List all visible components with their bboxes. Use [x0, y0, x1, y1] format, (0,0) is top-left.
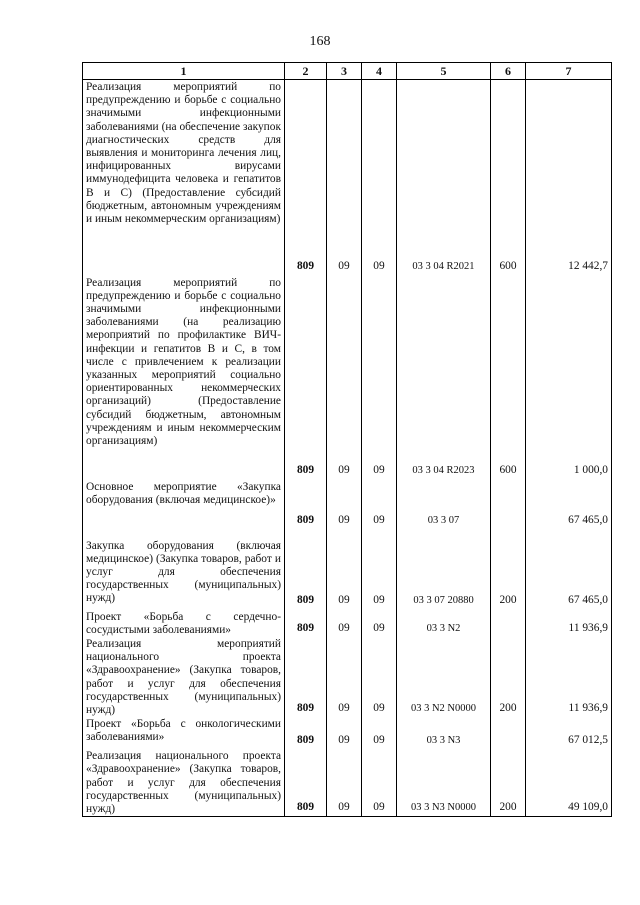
- row-amount: 67 012,5: [526, 717, 612, 749]
- row-admin: 809: [285, 610, 327, 637]
- column-header-admin: 2: [285, 63, 327, 80]
- row-name: Закупка оборудования (включая медицинское) (Закупка товаров, работ и услуг для обеспечения государственных (муниципальных) нужд): [83, 530, 285, 610]
- table-row: [83, 480, 612, 530]
- row-section: 09: [327, 610, 362, 637]
- row-subsection: 09: [362, 637, 397, 717]
- row-name: Реализация национального проекта «Здравоохранение» (Закупка товаров, работ и услуг для обеспечения государственных (муниципальных) нужд): [83, 749, 285, 817]
- row-name: Основное мероприятие «Закупка оборудования (включая медицинское)»: [83, 480, 285, 530]
- row-type: 200: [491, 749, 526, 817]
- row-admin: 809: [285, 717, 327, 749]
- column-header-subsection: 4: [362, 63, 397, 80]
- row-amount: 11 936,9: [526, 637, 612, 717]
- row-amount: 67 465,0: [526, 530, 612, 610]
- table-row: [83, 80, 612, 276]
- table-row: [83, 717, 612, 749]
- row-amount: 11 936,9: [526, 610, 612, 637]
- row-admin: 809: [285, 530, 327, 610]
- row-subsection: 09: [362, 610, 397, 637]
- row-target: 03 3 N3 N0000: [397, 749, 491, 817]
- row-target: 03 3 07: [397, 480, 491, 530]
- row-amount: 1 000,0: [526, 276, 612, 480]
- row-target: 03 3 N2: [397, 610, 491, 637]
- column-header-type: 6: [491, 63, 526, 80]
- row-admin: 809: [285, 480, 327, 530]
- row-admin: 809: [285, 80, 327, 276]
- row-name: Реализация мероприятий национального проекта «Здравоохранение» (Закупка товаров, работ и услуг для обеспечения государственных (муниципальных) нужд): [83, 637, 285, 717]
- table-row: [83, 530, 612, 610]
- table-header-row: [83, 63, 612, 80]
- row-subsection: 09: [362, 80, 397, 276]
- row-subsection: 09: [362, 480, 397, 530]
- row-target: 03 3 N3: [397, 717, 491, 749]
- row-section: 09: [327, 749, 362, 817]
- row-subsection: 09: [362, 749, 397, 817]
- row-amount: 67 465,0: [526, 480, 612, 530]
- table-row: [83, 610, 612, 637]
- row-type: 200: [491, 637, 526, 717]
- row-amount: 12 442,7: [526, 80, 612, 276]
- row-amount: 49 109,0: [526, 749, 612, 817]
- page-number: 168: [309, 34, 331, 49]
- row-type: 200: [491, 530, 526, 610]
- row-target: 03 3 04 R2021: [397, 80, 491, 276]
- row-type: [491, 717, 526, 749]
- row-type: [491, 610, 526, 637]
- row-type: 600: [491, 80, 526, 276]
- row-admin: 809: [285, 276, 327, 480]
- row-target: 03 3 N2 N0000: [397, 637, 491, 717]
- row-admin: 809: [285, 749, 327, 817]
- column-header-name: 1: [83, 63, 285, 80]
- row-target: 03 3 07 20880: [397, 530, 491, 610]
- row-name: Реализация мероприятий по предупреждению и борьбе с социально значимыми инфекционными заболеваниями (на реализацию мероприятий по профилактике ВИЧ-инфекции и гепатитов В и С, в том числе с привлечением к реализации указанных мероприятий социально ориентированных некоммерческих организаций) (Предоставление субсидий бюджетным, автономным учреждениям и иным некоммерческим организациям): [83, 276, 285, 480]
- row-section: 09: [327, 637, 362, 717]
- table-row: [83, 637, 612, 717]
- row-section: 09: [327, 480, 362, 530]
- row-subsection: 09: [362, 276, 397, 480]
- row-section: 09: [327, 530, 362, 610]
- row-name: Реализация мероприятий по предупреждению и борьбе с социально значимыми инфекционными заболеваниями (на обеспечение закупок диагностических средств для выявления и мониторинга лечения лиц, инфицированных вирусами иммунодефицита человека и гепатитов В и С) (Предоставление субсидий бюджетным, автономным учреждениям и иным некоммерческим организациям): [83, 80, 285, 276]
- row-subsection: 09: [362, 717, 397, 749]
- row-type: 600: [491, 276, 526, 480]
- row-name: Проект «Борьба с онкологическими заболеваниями»: [83, 717, 285, 749]
- row-name: Проект «Борьба с сердечно-сосудистыми заболеваниями»: [83, 610, 285, 637]
- row-type: [491, 480, 526, 530]
- table-row: [83, 749, 612, 817]
- table-row: [83, 276, 612, 480]
- column-header-section: 3: [327, 63, 362, 80]
- column-header-target: 5: [397, 63, 491, 80]
- row-section: 09: [327, 276, 362, 480]
- row-subsection: 09: [362, 530, 397, 610]
- column-header-amount: 7: [526, 63, 612, 80]
- budget-table: [82, 62, 612, 817]
- row-section: 09: [327, 717, 362, 749]
- row-target: 03 3 04 R2023: [397, 276, 491, 480]
- row-section: 09: [327, 80, 362, 276]
- row-admin: 809: [285, 637, 327, 717]
